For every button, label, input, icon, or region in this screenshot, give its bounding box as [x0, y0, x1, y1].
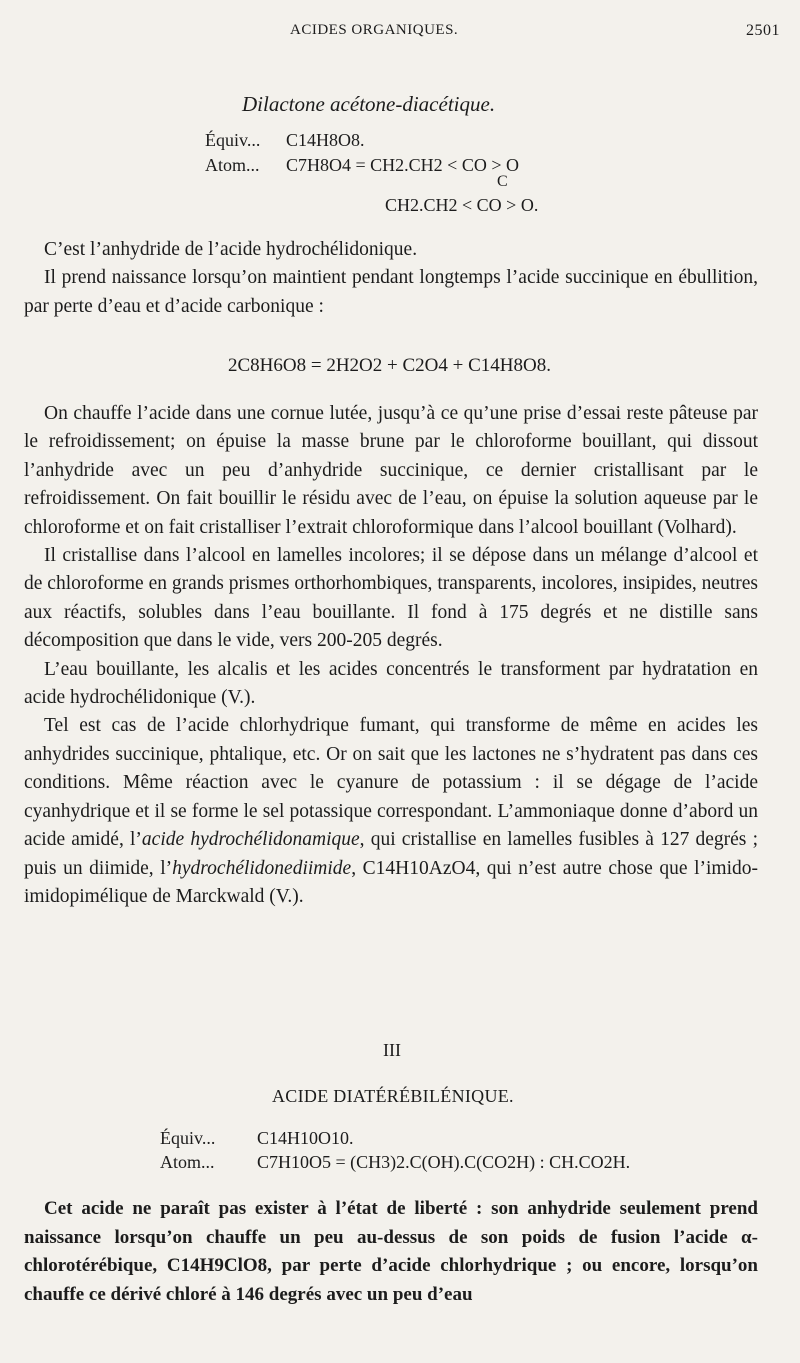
- compound-name-italic: hydrochélidonediimide: [172, 857, 352, 879]
- equiv-label: Équiv...: [205, 130, 261, 150]
- compound-name-italic: acide hydrochélidonamique: [141, 829, 360, 851]
- section-heading: Dilactone acétone-diacétique.: [242, 92, 496, 116]
- equiv-formula: C14H10O10.: [257, 1128, 354, 1148]
- text-block-3: [24, 1195, 758, 1309]
- reaction-equation: 2C8H6O8 = 2H2O2 + C2O4 + C14H8O8.: [228, 355, 551, 376]
- paragraph: Il prend naissance lorsqu’on maintient pendant longtemps l’acide succinique en ébullition, par perte d’eau et d’acide carbonique :: [24, 267, 758, 317]
- atom-label: Atom...: [205, 155, 260, 175]
- atom-formula-line2: CH2.CH2 < CO > O.: [385, 195, 539, 215]
- atom-label: Atom...: [160, 1152, 215, 1172]
- paragraph: On chauffe l’acide dans une cornue lutée, jusqu’à ce qu’une prise d’essai reste pâteuse par le refroidissement; on épuise la masse brune par le chloroforme bouillant, qui dissout l’anhydride avec un peu d’anhydride succinique, ce dernier cristallisant par le refroidissement. On fait bouillir le résidu avec de l’eau, on épuise la solution aqueuse par le chloroforme et on fait cristalliser l’extrait chloroformique dans l’alcool bouillant (Volhard).: [24, 403, 758, 538]
- paragraph: C’est l’anhydride de l’acide hydrochélidonique.: [44, 239, 418, 260]
- running-head-title: ACIDES ORGANIQUES.: [290, 22, 459, 38]
- paragraph: Il cristallise dans l’alcool en lamelles incolores; il se dépose dans un mélange d’alcool et de chloroforme en grands prismes orthorhombiques, transparents, incolores, insipides, neutres aux réactifs, solubles dans l’eau bouillante. Il fond à 175 degrés et ne distille sans décomposition que dans le vide, vers 200-205 degrés.: [24, 545, 758, 652]
- paragraph-text: , C14H10AzO4, qui n’est autre chose que l’imido-imidopimélique de Marckwald (V.).: [24, 857, 758, 907]
- paragraph-text: , qui cristallise en lamelles fusibles à 127 degrés ; puis un diimide, l’: [24, 829, 758, 879]
- atom-formula: C7H10O5 = (CH3)2.C(OH).C(CO2H) : CH.CO2H.: [257, 1152, 631, 1172]
- paragraph: L’eau bouillante, les alcalis et les acides concentrés le transforment par hydratation en acide hydrochélidonique (V.).: [24, 658, 758, 709]
- paragraph: Cet acide ne paraît pas exister à l’état de liberté : son anhydride seulement prend naissance lorsqu’on chauffe un peu au-dessus de son poids de fusion l’acide α-chlorotérébique, C14H9ClO8, par perte d’acide chlorhydrique ; ou encore, lorsqu’on chauffe ce dérivé chloré à 146 degrés avec un peu d’eau: [24, 1198, 758, 1305]
- equiv-formula: C14H8O8.: [286, 130, 365, 150]
- atom-formula-center-c: C: [497, 173, 508, 190]
- page-number: 2501: [746, 22, 780, 39]
- equiv-label: Équiv...: [160, 1128, 216, 1148]
- running-head: [0, 22, 800, 42]
- text-block-1: [24, 236, 758, 321]
- section-title: ACIDE DIATÉRÉBILÉNIQUE.: [272, 1086, 514, 1106]
- section-numeral: III: [383, 1040, 401, 1060]
- atom-formula-line1: C7H8O4 = CH2.CH2 < CO > O: [286, 155, 519, 175]
- paragraph: [24, 712, 758, 911]
- paragraph-text: Tel est cas de l’acide chlorhydrique fumant, qui transforme de même en acides les anhydrides succinique, phtalique, etc. Or on sait que les lactones ne s’hydratent pas dans ces conditions. Même réaction avec le cyanure de potassium : il se dégage de l’acide cyanhydrique et il se forme le sel potassique correspondant. L’ammoniaque donne d’abord un acide amidé, l’: [24, 715, 758, 851]
- text-block-2: [24, 400, 758, 911]
